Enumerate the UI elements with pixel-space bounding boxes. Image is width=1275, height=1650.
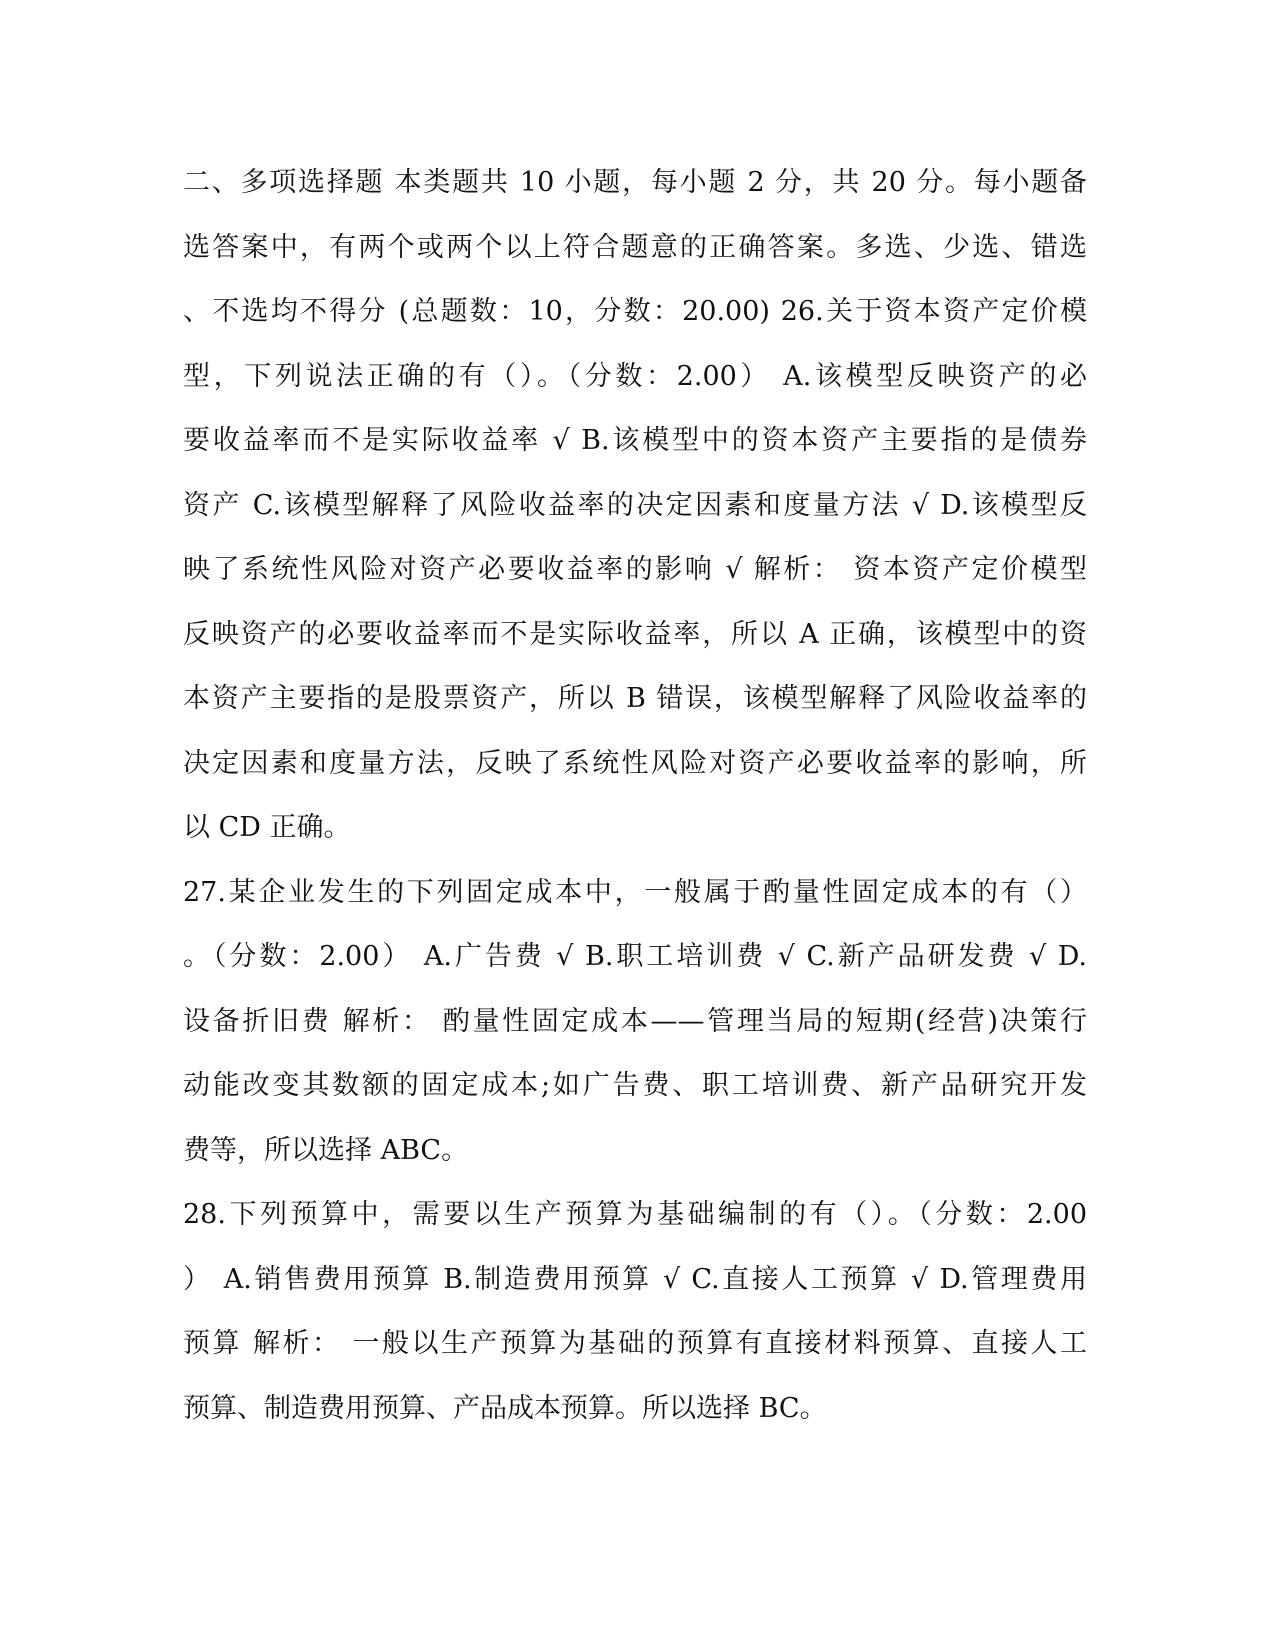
text-line: 决定因素和度量方法，反映了系统性风险对资产必要收益率的影响，所: [183, 747, 1087, 779]
text-line: 设备折旧费 解析： 酌量性固定成本——管理当局的短期(经营)决策行: [183, 1005, 1087, 1037]
text-line: 型，下列说法正确的有（）。（分数：2.00） A.该模型反映资产的必: [183, 360, 1087, 392]
text-line: 费等，所以选择 ABC。: [183, 1134, 469, 1166]
text-line: ） A.销售费用预算 B.制造费用预算 √ C.直接人工预算 √ D.管理费用: [183, 1263, 1087, 1295]
text-line: 反映资产的必要收益率而不是实际收益率，所以 A 正确，该模型中的资: [183, 618, 1087, 650]
text-line: 映了系统性风险对资产必要收益率的影响 √ 解析： 资本资产定价模型: [183, 554, 1087, 585]
text-line: 本资产主要指的是股票资产，所以 B 错误，该模型解释了风险收益率的: [183, 683, 1087, 714]
text-line: 预算 解析： 一般以生产预算为基础的预算有直接材料预算、直接人工: [183, 1328, 1087, 1359]
text-line: 。（分数：2.00） A.广告费 √ B.职工培训费 √ C.新产品研发费 √ D.: [183, 941, 1087, 972]
text-line: 预算、制造费用预算、产品成本预算。所以选择 BC。: [183, 1392, 827, 1424]
text-line: 资产 C.该模型解释了风险收益率的决定因素和度量方法 √ D.该模型反: [183, 489, 1087, 521]
text-line: 28.下列预算中，需要以生产预算为基础编制的有（）。（分数：2.00: [183, 1199, 1087, 1230]
text-line: 二、多项选择题 本类题共 10 小题，每小题 2 分，共 20 分。每小题备: [183, 167, 1087, 198]
text-line: 选答案中，有两个或两个以上符合题意的正确答案。多选、少选、错选: [183, 231, 1087, 263]
text-line: 以 CD 正确。: [183, 812, 351, 843]
text-line: 要收益率而不是实际收益率 √ B.该模型中的资本资产主要指的是债券: [183, 425, 1087, 456]
text-line: 27.某企业发生的下列固定成本中，一般属于酌量性固定成本的有（）: [183, 876, 1087, 908]
document-body: [183, 158, 1087, 1448]
text-line: 动能改变其数额的固定成本;如广告费、职工培训费、新产品研究开发: [183, 1070, 1087, 1101]
text-line: 、不选均不得分 (总题数：10，分数：20.00) 26.关于资本资产定价模: [183, 296, 1087, 327]
